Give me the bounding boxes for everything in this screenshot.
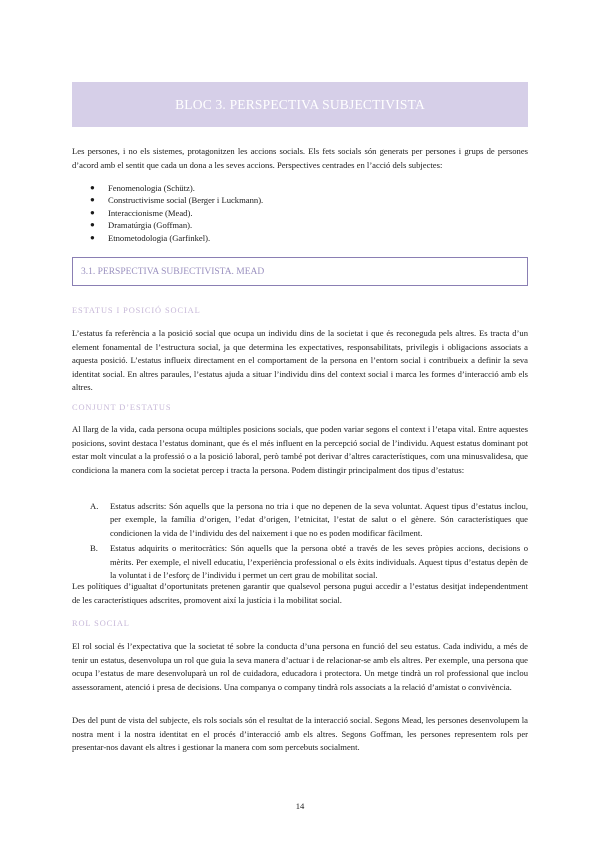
section-heading-box: [72, 257, 528, 286]
paragraph-conjunt: Al llarg de la vida, cada persona ocupa múltiples posicions socials, que poden variar segons el context i l’etapa vital. Entre aquestes posicions, sovint destaca l’estatus dominant, que és el més influent en la percepció social de l’individu. Aquest estatus dominant pot estar molt vinculat a la professió o a la posició laboral, però també pot derivar d’altres característiques, com una minusvalidesa, que condiciona la manera com la societat percep i tracta la persona. Podem distingir principalment dos tipus d’estatus:: [72, 424, 528, 475]
list-item: ● Dramatúrgia (Goffman).: [90, 220, 193, 231]
paragraph-estatus: L’estatus fa referència a la posició social que ocupa un individu dins de la societat i que és reconeguda pels altres. Es tracta d’un element fonamental de l’estructura social, ja que determina les expectatives, responsabilitats, privilegis i obligacions associats a aquesta posició. L’estatus influeix directament en el comportament de la persona en l’entorn social i contribueix a definir la seva identitat social. En altres paraules, l’estatus ajuda a situar l’individu dins del context social i marca les formes d’interacció amb els altres.: [72, 328, 528, 393]
list-item: ● Fenomenologia (Schütz).: [90, 183, 195, 193]
bullet-icon: ●: [90, 220, 95, 230]
bullet-icon: ●: [90, 232, 95, 242]
paragraph-rol-1: El rol social és l’expectativa que la societat té sobre la conducta d’una persona en funció del seu estatus. Cada individu, a més de tenir un estatus, desenvolupa un rol que guia la seva manera d’actuar i de relacionar-se amb els altres. Per exemple, una persona que ocupa l’estatus de mare desenvoluparà un rol de cuidadora, educadora i protectora. Un metge tindrà un rol professional que inclou assessorament, atenció i presa de decisions. Una companya o company tindrà rols associats a la relació d’amistat o convivència.: [72, 641, 528, 692]
subheading-estatus: ESTATUS I POSICIÓ SOCIAL: [72, 306, 201, 315]
list-item: ● Etnometodologia (Garfinkel).: [90, 232, 211, 243]
section-title: 3.1. PERSPECTIVA SUBJECTIVISTA. MEAD: [81, 266, 265, 277]
intro-paragraph: Les persones, i no els sistemes, protagonitzen les accions socials. Els fets socials són generats per persones i grups de persones d’acord amb el sentit que cada un dona a les seves accions. Perspectives centrades en l’acció dels subjectes:: [72, 146, 528, 170]
bloc-title-banner: [72, 82, 528, 127]
page-number: 14: [295, 801, 305, 811]
list-marker: A.: [90, 501, 99, 511]
paragraph-politiques: Les polítiques d’igualtat d’oportunitats pretenen garantir que qualsevol persona pugui accedir a l’estatus desitjat independentment de les característiques adscrites, promovent així la justícia i la mobilitat social.: [72, 581, 528, 605]
subheading-rol: ROL SOCIAL: [72, 619, 130, 628]
list-item: [90, 542, 528, 582]
paragraph-rol-2: Des del punt de vista del subjecte, els rols socials són el resultat de la interacció social. Segons Mead, les persones desenvolupem la nostra ment i la nostra identitat en el procés d’interacció amb els altres. Segons Goffman, les persones representem rols per presentar-nos davant els altres i gestionar la manera com som percebuts socialment.: [72, 715, 528, 753]
bullet-icon: ●: [90, 195, 95, 205]
list-item-text: Estatus adquirits o meritocràtics: Són aquells que la persona obté a través de les seves pròpies accions, decisions o mèrits. Per exemple, el nivell educatiu, l’experiència professional o els èxits individuals. Aquest tipus d’estatus depèn de la voluntat i de l’esforç de l’individu i permet un cert grau de mobilitat social.: [110, 543, 528, 581]
list-item: ● Constructivisme social (Berger i Luckmann).: [90, 195, 264, 206]
estatus-types-list: [90, 500, 528, 582]
bloc-title: BLOC 3. PERSPECTIVA SUBJECTIVISTA: [175, 96, 425, 112]
list-marker: B.: [90, 543, 98, 554]
list-item-text: Estatus adscrits: Són aquells que la persona no tria i que no depenen de la seva voluntat. Aquest tipus d’estatus inclou, per exemple, la família d’origen, l’edat d’origen, l’etnicitat, l’estat de salut o el gènere. Són característiques que condicionen la vida de l’individu des del naixement i que no es poden modificar fàcilment.: [110, 501, 528, 538]
bullet-icon: ●: [90, 183, 95, 192]
list-item: ● Interaccionisme (Mead).: [90, 207, 193, 218]
list-item: [90, 500, 528, 540]
perspectives-list: [90, 182, 510, 244]
subheading-conjunt: CONJUNT D’ESTATUS: [72, 403, 172, 412]
bullet-icon: ●: [90, 207, 95, 217]
